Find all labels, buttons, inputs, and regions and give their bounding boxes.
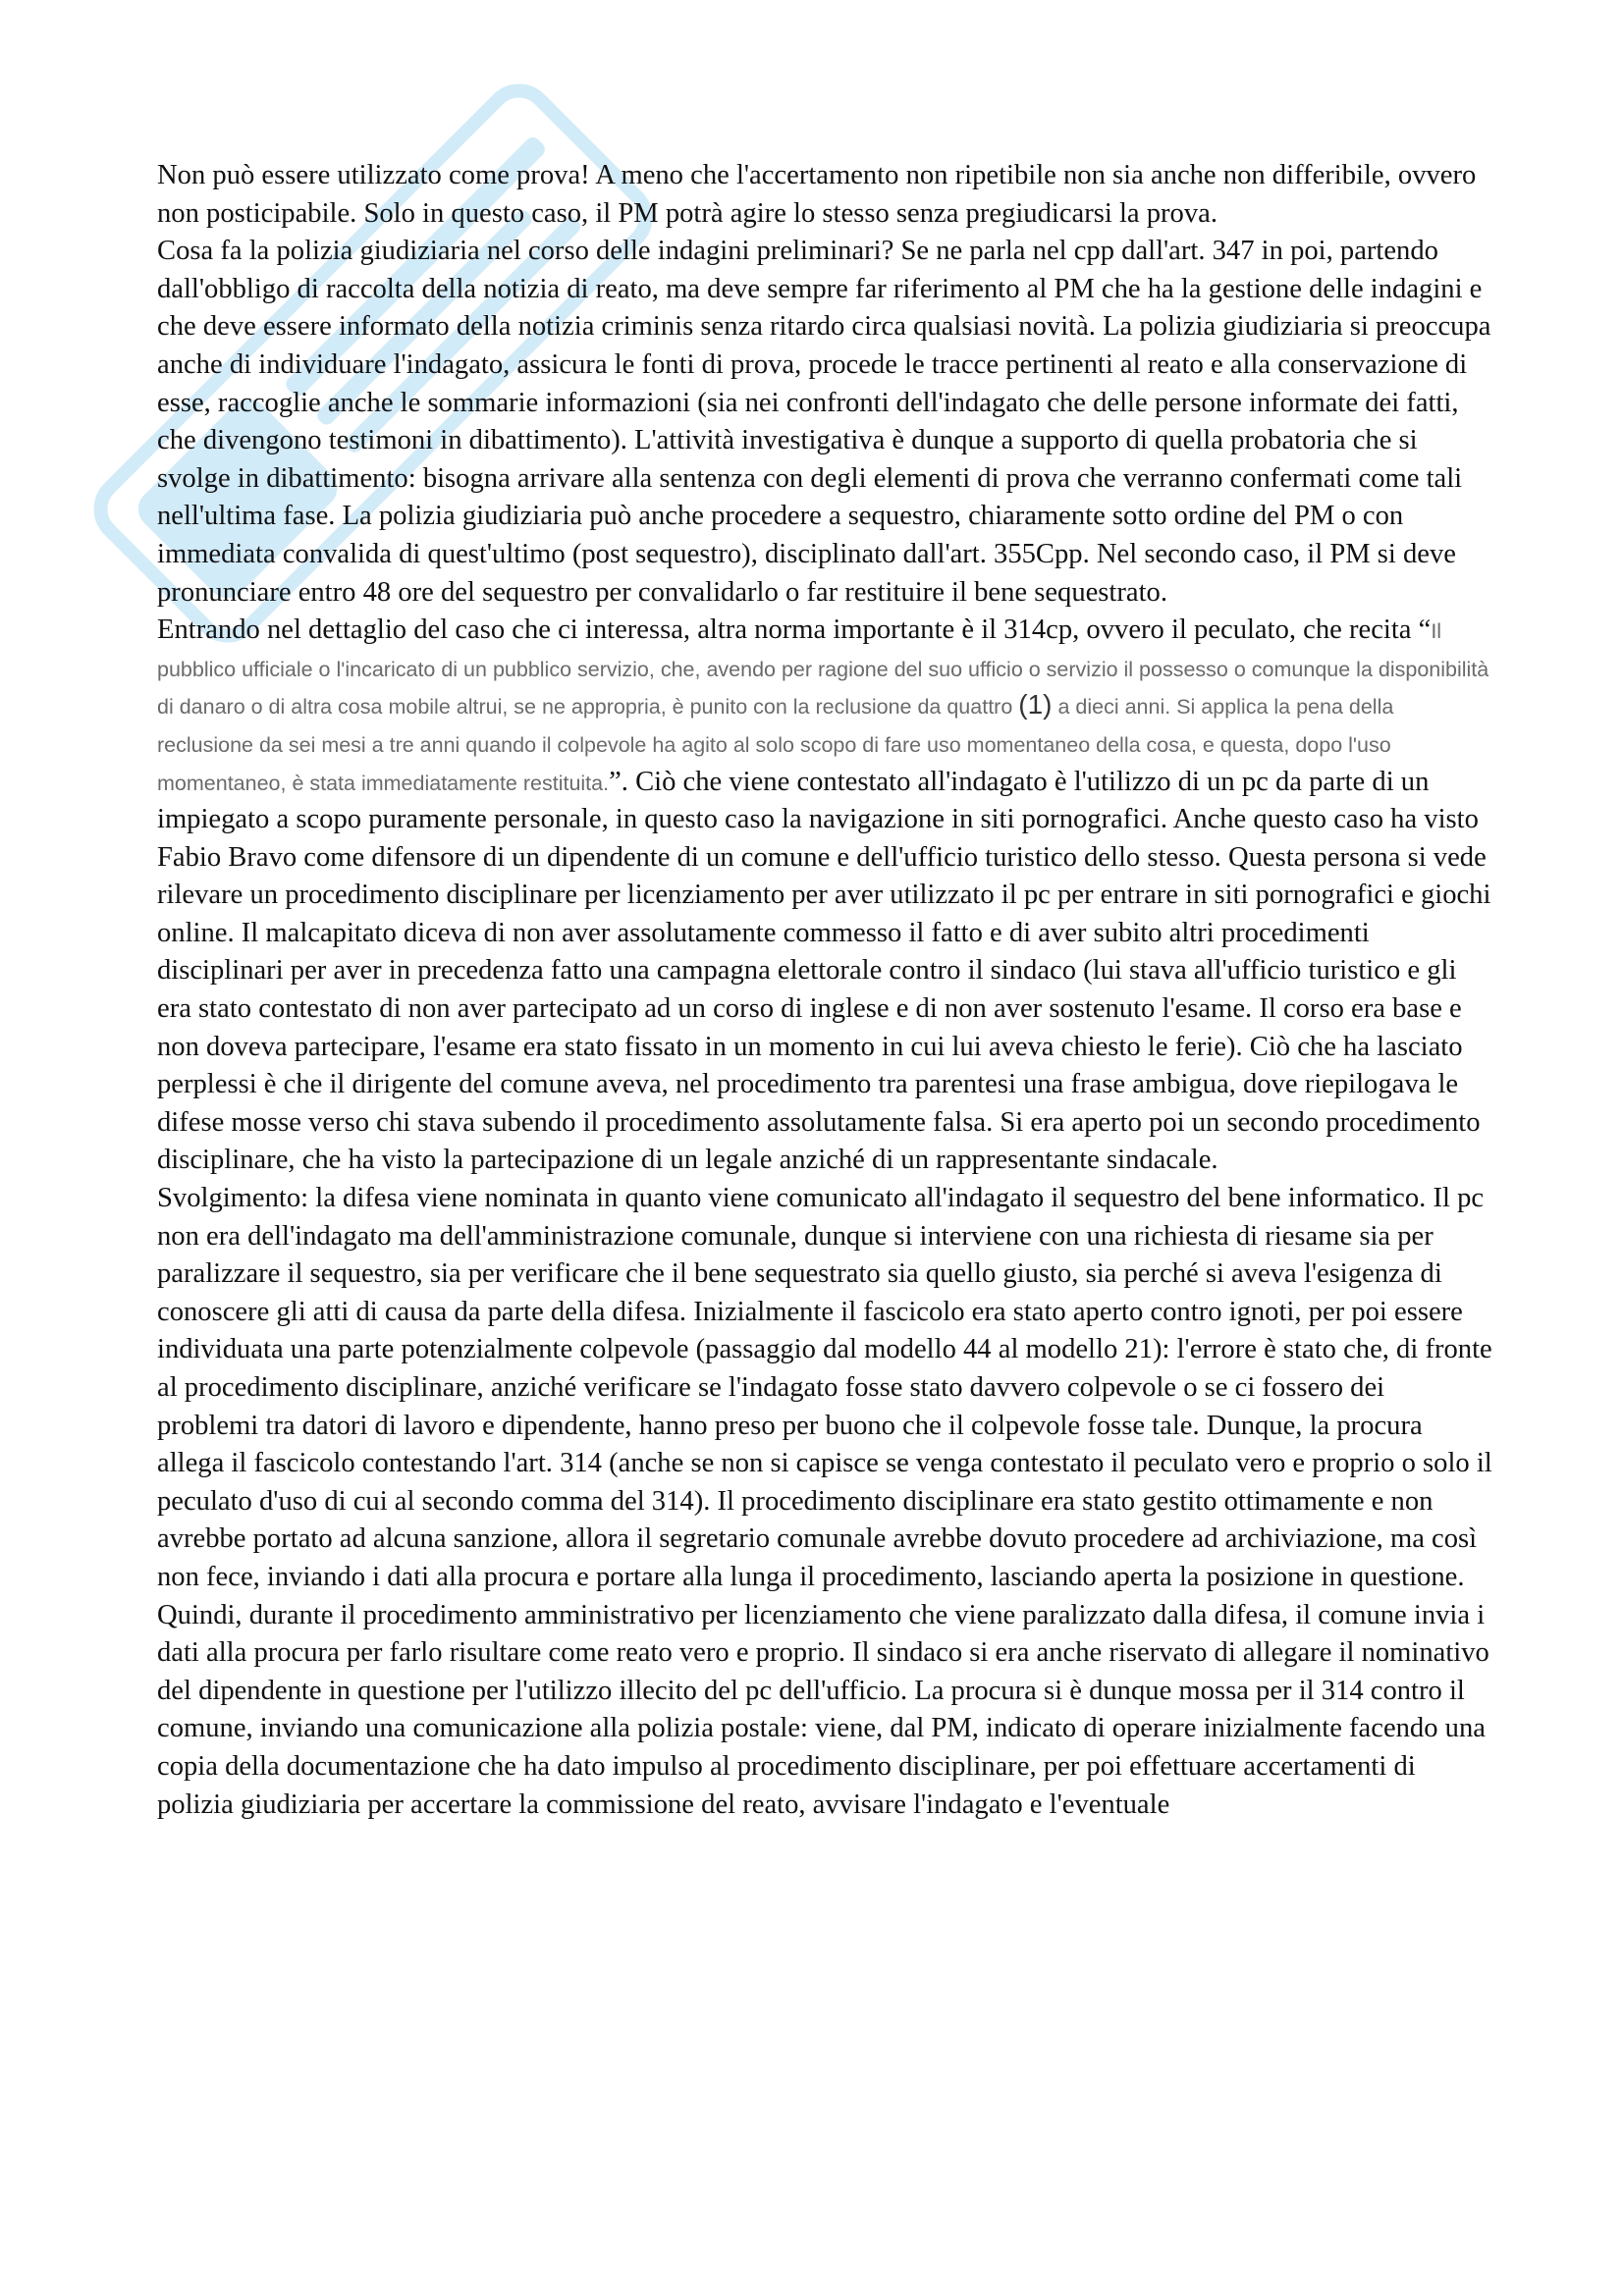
peculato-paragraph: [157, 612, 1492, 1180]
open-quote: “: [1418, 614, 1432, 646]
footnote-marker: (1): [1018, 689, 1053, 721]
close-quote: ”.: [609, 766, 628, 797]
law-quote-part1: Il pubblico ufficiale o l'incaricato di un pubblico servizio, che, avendo per ragione del suo ufficio o servizio il possesso o comunque la disponibilità di danaro o di altra cosa mobile altrui, se ne appropria, è punito con la reclusione da quattro: [157, 619, 1489, 720]
paragraph: Cosa fa la polizia giudiziaria nel corso delle indagini preliminari? Se ne parla nel cpp dall'art. 347 in poi, partendo dall'obbligo di raccolta della notizia di reato, ma deve sempre far riferimento al PM che ha la gestione delle indagini e che deve essere informato della notizia criminis senza ritardo circa qualsiasi novità. La polizia giudiziaria si preoccupa anche di individuare l'indagato, assicura le fonti di prova, procede le tracce pertinenti al reato e alla conservazione di esse, raccoglie anche le sommarie informazioni (sia nei confronti dell'indagato che delle persone informate dei fatti, che divengono testimoni in dibattimento). L'attività investigativa è dunque a supporto di quella probatoria che si svolge in dibattimento: bisogna arrivare alla sentenza con degli elementi di prova che verranno confermati come tali nell'ultima fase. La polizia giudiziaria può anche procedere a sequestro, chiaramente sotto ordine del PM o con immediata convalida di quest'ultimo (post sequestro), disciplinato dall'art. 355Cpp. Nel secondo caso, il PM si deve pronunciare entro 48 ore del sequestro per convalidarlo o far restituire il bene sequestrato.: [157, 236, 1491, 608]
law-quote-part2: a dieci anni. Si applica la pena della reclusione da sei mesi a tre anni quando il colpevole ha agito al solo scopo di fare uso momentaneo della cosa, e questa, dopo l'uso momentaneo, è stata immediatamente restituita.: [157, 695, 1394, 795]
svolgimento-paragraph: Svolgimento: la difesa viene nominata in quanto viene comunicato all'indagato il sequestro del bene informatico. Il pc non era dell'indagato ma dell'amministrazione comunale, dunque si interviene con una richiesta di riesame sia per paralizzare il sequestro, sia per verificare che il bene sequestrato sia quello giusto, sia perché si aveva l'esigenza di conoscere gli atti di causa da parte della difesa. Inizialmente il fascicolo era stato aperto contro ignoti, per poi essere individuata una parte potenzialmente colpevole (passaggio dal modello 44 al modello 21): l'errore è stato che, di fronte al procedimento disciplinare, anziché verificare se l'indagato fosse stato davvero colpevole o se ci fossero dei problemi tra datori di lavoro e dipendente, hanno preso per buono che il colpevole fosse tale. Dunque, la procura allega il fascicolo contestando l'art. 314 (anche se non si capisce se venga contestato il peculato vero e proprio o solo il peculato d'uso di cui al secondo comma del 314). Il procedimento disciplinare era stato gestito ottimamente e non avrebbe portato ad alcuna sanzione, allora il segretario comunale avrebbe dovuto procedere ad archiviazione, ma così non fece, inviando i dati alla procura e portare alla lunga il procedimento, lasciando aperta la posizione in questione. Quindi, durante il procedimento amministrativo per licenziamento che viene paralizzato dalla difesa, il comune invia i dati alla procura per farlo risultare come reato vero e proprio. Il sindaco si era anche riservato di allegare il nominativo del dipendente in questione per l'utilizzo illecito del pc dell'ufficio. La procura si è dunque mossa per il 314 contro il comune, inviando una comunicazione alla polizia postale: viene, dal PM, indicato di operare inizialmente facendo una copia della documentazione che ha dato impulso al procedimento disciplinare, per poi effettuare accertamenti di polizia giudiziaria per accertare la commissione del reato, avvisare l'indagato e l'eventuale: [157, 1183, 1492, 1820]
document-body: [157, 157, 1492, 1824]
peculato-intro: Entrando nel dettaglio del caso che ci interessa, altra norma importante è il 314cp, ovvero il peculato, che recita: [157, 614, 1419, 646]
paragraph: Non può essere utilizzato come prova! A meno che l'accertamento non ripetibile non sia anche non differibile, ovvero non posticipabile. Solo in questo caso, il PM potrà agire lo stesso senza pregiudicarsi la prova.: [157, 160, 1477, 229]
peculato-continuation: Ciò che viene contestato all'indagato è l'utilizzo di un pc da parte di un impiegato a scopo puramente personale, in questo caso la navigazione in siti pornografici. Anche questo caso ha visto Fabio Bravo come difensore di un dipendente di un comune e dell'ufficio turistico dello stesso. Questa persona si vede rilevare un procedimento disciplinare per licenziamento per aver utilizzato il pc per entrare in siti pornografici e giochi online. Il malcapitato diceva di non aver assolutamente commesso il fatto e di aver subito altri procedimenti disciplinari per aver in precedenza fatto una campagna elettorale contro il sindaco (lui stava all'ufficio turistico e gli era stato contestato di non aver partecipato ad un corso di inglese e di non aver sostenuto l'esame. Il corso era base e non doveva partecipare, l'esame era stato fissato in un momento in cui lui aveva chiesto le ferie). Ciò che ha lasciato perplessi è che il dirigente del comune aveva, nel procedimento tra parentesi una frase ambigua, dove riepilogava le difese mosse verso chi stava subendo il procedimento assolutamente falsa. Si era aperto poi un secondo procedimento disciplinare, che ha visto la partecipazione di un legale anziché di un rappresentante sindacale.: [157, 766, 1491, 1176]
